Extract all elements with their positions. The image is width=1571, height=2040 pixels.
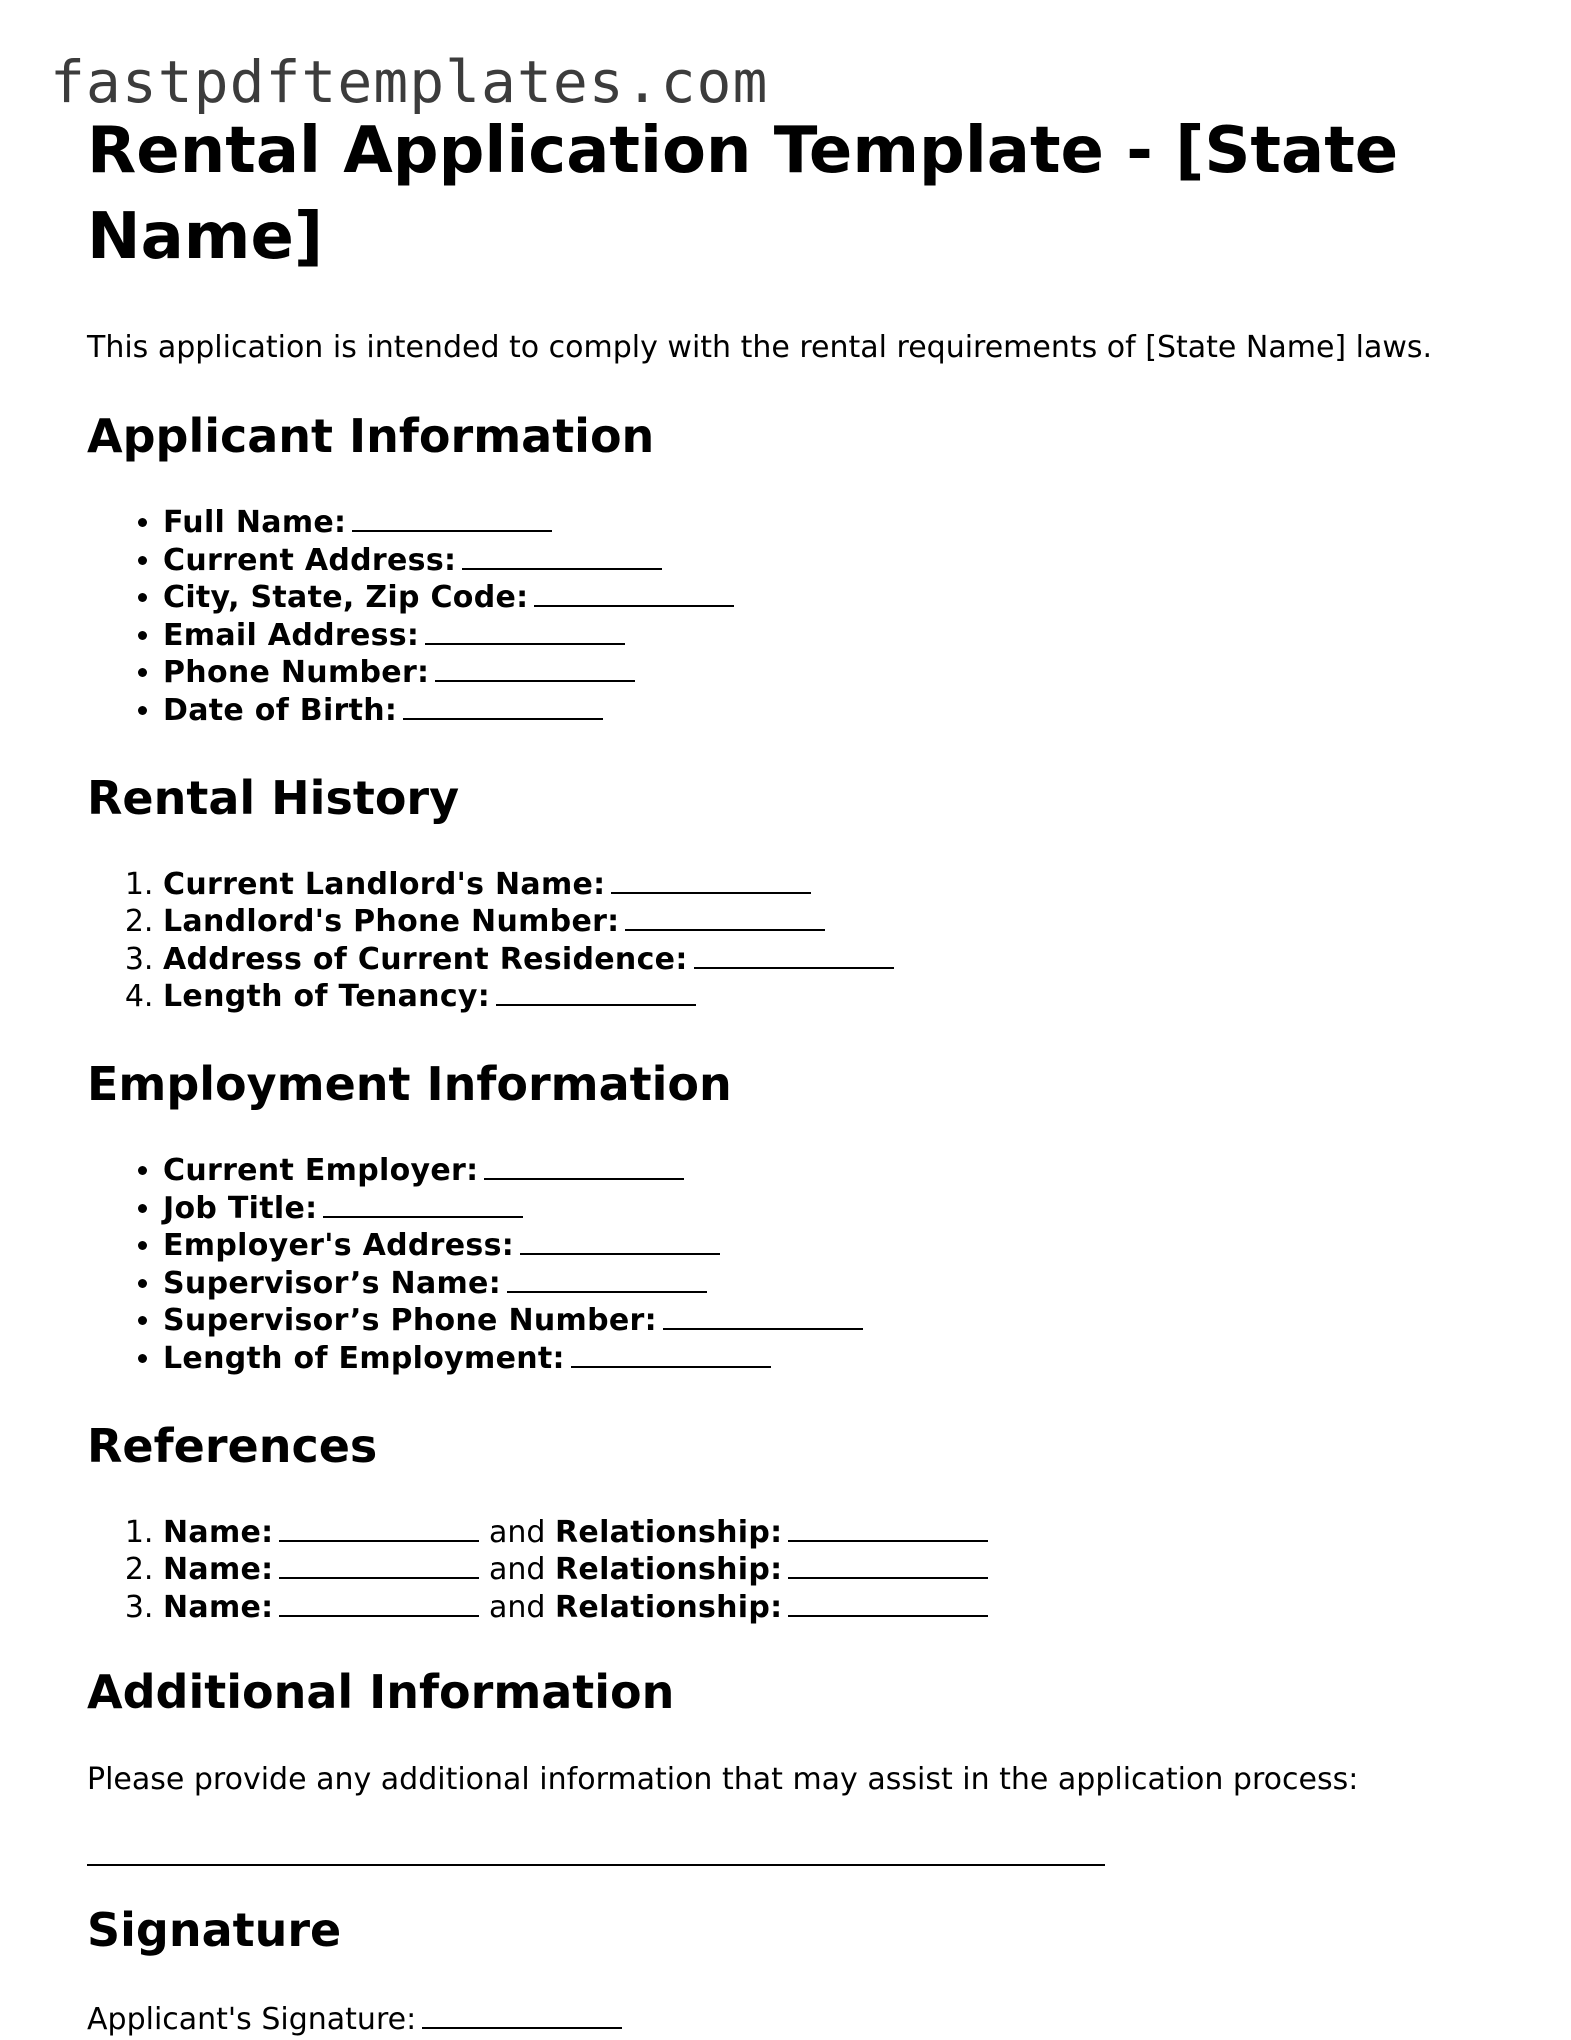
references-list (87, 1514, 1487, 1627)
list-item: 4. Length of Tenancy: (163, 978, 1487, 1016)
list-item: 3. Address of Current Residence: (163, 941, 1487, 979)
list-item: 2. Landlord's Phone Number: (163, 903, 1487, 941)
fill-blank[interactable] (571, 1340, 771, 1368)
fill-blank[interactable] (352, 504, 552, 532)
list-item: 2. Name: and Relationship: (163, 1551, 1487, 1589)
fill-blank[interactable] (484, 1152, 684, 1180)
signature-row (87, 2000, 1487, 2040)
list-item: • Full Name: (163, 504, 1487, 542)
rental-history-heading: Rental History (87, 770, 460, 825)
list-item: • Date of Birth: (163, 692, 1487, 730)
list-item: • Job Title: (163, 1190, 1487, 1228)
list-item: • Employer's Address: (163, 1227, 1487, 1265)
employment-list (87, 1152, 1487, 1378)
list-item: 1. Name: and Relationship: (163, 1514, 1487, 1552)
additional-heading: Additional Information (87, 1665, 675, 1720)
references-heading: References (87, 1418, 378, 1473)
additional-info-line[interactable] (87, 1844, 1105, 1866)
signature-heading: Signature (87, 1903, 342, 1958)
list-item: • Email Address: (163, 617, 1487, 655)
applicant-list (87, 504, 1487, 730)
fill-blank[interactable] (425, 617, 625, 645)
fill-blank[interactable] (534, 579, 734, 607)
fill-blank[interactable] (279, 1589, 479, 1617)
fill-blank[interactable] (694, 941, 894, 969)
fill-blank[interactable] (496, 978, 696, 1006)
rental-history-list (87, 866, 1487, 1016)
fill-blank[interactable] (788, 1551, 988, 1579)
list-item: • Current Employer: (163, 1152, 1487, 1190)
fill-blank[interactable] (788, 1589, 988, 1617)
watermark: fastpdftemplates.com (50, 48, 769, 116)
fill-blank[interactable] (435, 654, 635, 682)
fill-blank[interactable] (788, 1514, 988, 1542)
document (87, 108, 1487, 2040)
signature-blank[interactable] (422, 2001, 622, 2029)
list-item: • Length of Employment: (163, 1340, 1487, 1378)
employment-heading: Employment Information (87, 1056, 732, 1111)
list-item: • Supervisor’s Phone Number: (163, 1302, 1487, 1340)
fill-blank[interactable] (323, 1190, 523, 1218)
fill-blank[interactable] (520, 1227, 720, 1255)
intro-text: This application is intended to comply with the rental requirements of [State Name] laws. (87, 330, 1433, 365)
applicant-heading: Applicant Information (87, 409, 655, 463)
list-item: • Supervisor’s Name: (163, 1265, 1487, 1303)
list-item: 3. Name: and Relationship: (163, 1589, 1487, 1627)
fill-blank[interactable] (279, 1551, 479, 1579)
fill-blank[interactable] (663, 1302, 863, 1330)
list-item: 1. Current Landlord's Name: (163, 866, 1487, 904)
fill-blank[interactable] (462, 542, 662, 570)
fill-blank[interactable] (507, 1265, 707, 1293)
list-item: • City, State, Zip Code: (163, 579, 1487, 617)
fill-blank[interactable] (279, 1514, 479, 1542)
list-item: • Phone Number: (163, 654, 1487, 692)
signature-label: Applicant's Signature: (87, 2002, 417, 2038)
fill-blank[interactable] (625, 903, 825, 931)
fill-blank[interactable] (403, 692, 603, 720)
additional-prompt: Please provide any additional information that may assist in the application process: (87, 1762, 1359, 1798)
document-title: Rental Application Template - [State Name] (87, 114, 1399, 274)
list-item: • Current Address: (163, 542, 1487, 580)
fill-blank[interactable] (611, 866, 811, 894)
